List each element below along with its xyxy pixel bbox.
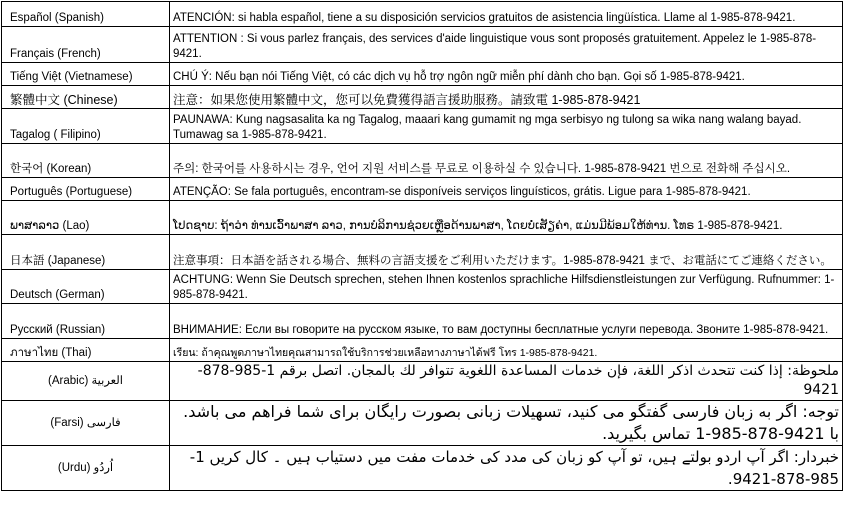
language-label: Русский (Russian) xyxy=(2,304,170,339)
language-label: Tiếng Việt (Vietnamese) xyxy=(2,63,170,86)
language-notice: CHÚ Ý: Nếu bạn nói Tiếng Việt, có các dịch vụ hỗ trợ ngôn ngữ miễn phí dành cho bạn. Gọi số 1-985-878-9421. xyxy=(170,63,843,86)
language-notice: ATENCIÓN: si habla español, tiene a su disposición servicios gratuitos de asistencia lingüística. Llame al 1-985-878-9421. xyxy=(170,2,843,27)
table-row xyxy=(2,362,843,401)
language-notice: ໂປດຊາບ: ຖ້າວ່າ ທ່ານເວົ້າພາສາ ລາວ, ການບໍລິການຊ່ວຍເຫຼືອດ້ານພາສາ, ໂດຍບໍ່ເສັຽຄ່າ, ແມ່ນມີພ້ອມໃຫ້ທ່ານ. ໂທຣ 1-985-878-9421. xyxy=(170,201,843,235)
table-row xyxy=(2,201,843,235)
language-label: Tagalog ( Filipino) xyxy=(2,109,170,144)
language-notice: ملحوظة: إذا كنت تتحدث اذكر اللغة، فإن خدمات المساعدة اللغوية تتوافر لك بالمجان. اتصل برقم 1-985-878-9421 xyxy=(170,362,843,401)
language-notice: ACHTUNG: Wenn Sie Deutsch sprechen, stehen Ihnen kostenlos sprachliche Hilfsdienstleistungen zur Verfügung. Rufnummer: 1-985-878-9421. xyxy=(170,270,843,304)
table-row xyxy=(2,178,843,201)
table-row xyxy=(2,63,843,86)
table-row xyxy=(2,339,843,362)
table-row xyxy=(2,235,843,270)
language-notice: خبردار: اگر آپ اردو بولتے ہیں، تو آپ کو زبان کی مدد کی خدمات مفت میں دستیاب ہیں ۔ کال کریں 1-985-878-9421. xyxy=(170,446,843,491)
language-notice: توجه: اگر به زبان فارسی گفتگو می کنید، تسهیلات زبانی بصورت رایگان برای شما فراهم می باشد. با 9421-878-985-1 تماس بگیرید. xyxy=(170,401,843,446)
language-label: Deutsch (German) xyxy=(2,270,170,304)
language-label: ภาษาไทย (Thai) xyxy=(2,339,170,362)
language-label: (Farsi) فارسی xyxy=(2,401,170,446)
table-row xyxy=(2,144,843,178)
language-notice: ВНИМАНИЕ: Если вы говорите на русском языке, то вам доступны бесплатные услуги перевода. Звоните 1-985-878-9421. xyxy=(170,304,843,339)
language-notice: 注意事項：日本語を話される場合、無料の言語支援をご利用いただけます。1-985-878-9421 まで、お電話にてご連絡ください。 xyxy=(170,235,843,270)
table-row xyxy=(2,2,843,27)
language-notice: ATENÇÃO: Se fala português, encontram-se disponíveis serviços linguísticos, grátis. Ligue para 1-985-878-9421. xyxy=(170,178,843,201)
language-notice: PAUNAWA: Kung nagsasalita ka ng Tagalog, maaari kang gumamit ng mga serbisyo ng tulong sa wika nang walang bayad. Tumawag sa 1-985-878-9421. xyxy=(170,109,843,144)
language-notice: ATTENTION : Si vous parlez français, des services d'aide linguistique vous sont proposés gratuitement. Appelez le 1-985-878-9421. xyxy=(170,27,843,63)
language-label: 한국어 (Korean) xyxy=(2,144,170,178)
language-label: (Urdu) اُردُو xyxy=(2,446,170,491)
table-row xyxy=(2,304,843,339)
language-assistance-table xyxy=(1,1,843,491)
language-label: 繁體中文 (Chinese) xyxy=(2,86,170,109)
language-notice: เรียน: ถ้าคุณพูดภาษาไทยคุณสามารถใช้บริการช่วยเหลือทางภาษาได้ฟรี โทร 1-985-878-9421. xyxy=(170,339,843,362)
language-label: Español (Spanish) xyxy=(2,2,170,27)
language-label: Français (French) xyxy=(2,27,170,63)
table-row xyxy=(2,446,843,491)
language-label: ພາສາລາວ (Lao) xyxy=(2,201,170,235)
table-row xyxy=(2,401,843,446)
table-row xyxy=(2,86,843,109)
table-row xyxy=(2,27,843,63)
language-label: 日本語 (Japanese) xyxy=(2,235,170,270)
language-label: Português (Portuguese) xyxy=(2,178,170,201)
language-notice: 주의: 한국어를 사용하시는 경우, 언어 지원 서비스를 무료로 이용하실 수 있습니다. 1-985-878-9421 번으로 전화해 주십시오. xyxy=(170,144,843,178)
language-notice: 注意：如果您使用繁體中文，您可以免費獲得語言援助服務。請致電 1-985-878-9421 xyxy=(170,86,843,109)
table-row xyxy=(2,109,843,144)
language-label: (Arabic) العربية xyxy=(2,362,170,401)
table-row xyxy=(2,270,843,304)
